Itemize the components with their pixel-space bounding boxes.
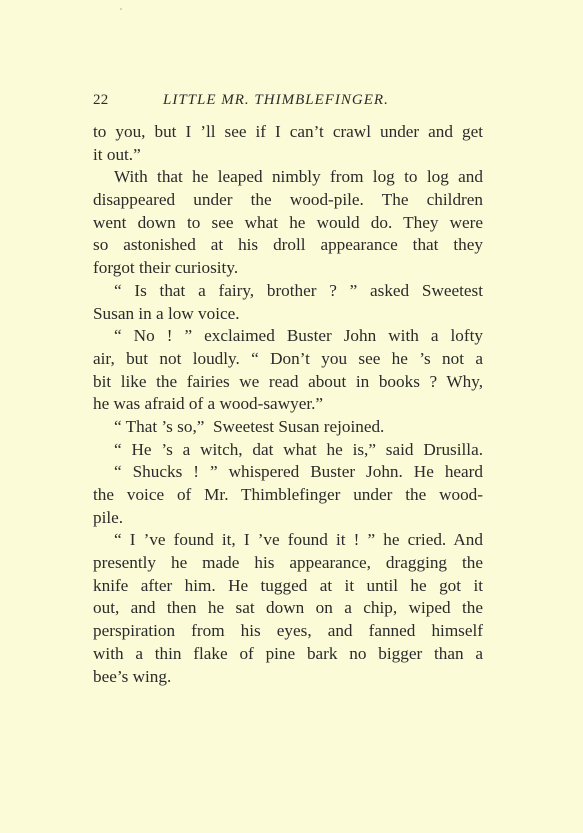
text-line: he was afraid of a wood-sawyer.” [93, 394, 324, 414]
text-line: “ That ’s so,” Sweetest Susan rejoined. [114, 416, 385, 436]
text-line: bee’s wing. [93, 666, 172, 686]
text-line: bit like the fairies we read about in books ? Why, [93, 371, 483, 391]
text-line: with a thin flake of pine bark no bigger than a [93, 643, 483, 663]
text-line: knife after him. He tugged at it until he got it [93, 575, 483, 595]
text-line: “ Shucks ! ” whispered Buster John. He heard [114, 462, 483, 482]
body-text [93, 121, 483, 688]
text-line: “ He ’s a witch, dat what he is,” said Drusilla. [114, 439, 483, 459]
text-line: “ No ! ” exclaimed Buster John with a lofty [114, 326, 483, 346]
text-line: went down to see what he would do. They were [93, 212, 483, 232]
text-line: presently he made his appearance, dragging the [93, 553, 483, 573]
text-line: disappeared under the wood-pile. The children [93, 190, 483, 210]
text-line: the voice of Mr. Thimblefinger under the wood- [93, 485, 483, 504]
text-line: pile. [93, 507, 124, 527]
text-line: “ I ’ve found it, I ’ve found it ! ” he cried. And [114, 530, 483, 550]
text-line: “ Is that a fairy, brother ? ” asked Sweetest [114, 280, 483, 300]
text-line: perspiration from his eyes, and fanned himself [93, 621, 483, 641]
paper-speck [120, 8, 122, 10]
text-line: air, but not loudly. “ Don’t you see he ’s not a [93, 348, 483, 368]
text-line: so astonished at his droll appearance that they [93, 235, 483, 255]
text-line: to you, but I ’ll see if I can’t crawl under and get [93, 122, 483, 141]
text-line: forgot their curiosity. [93, 258, 239, 278]
text-line: out, and then he sat down on a chip, wiped the [93, 598, 483, 618]
page-number: 22 [93, 92, 109, 108]
text-line: With that he leaped nimbly from log to log and [114, 167, 483, 187]
page-header [93, 92, 493, 112]
text-line: it out.” [93, 144, 141, 164]
text-line: Susan in a low voice. [93, 303, 240, 323]
running-head: LITTLE MR. THIMBLEFINGER. [163, 92, 389, 108]
